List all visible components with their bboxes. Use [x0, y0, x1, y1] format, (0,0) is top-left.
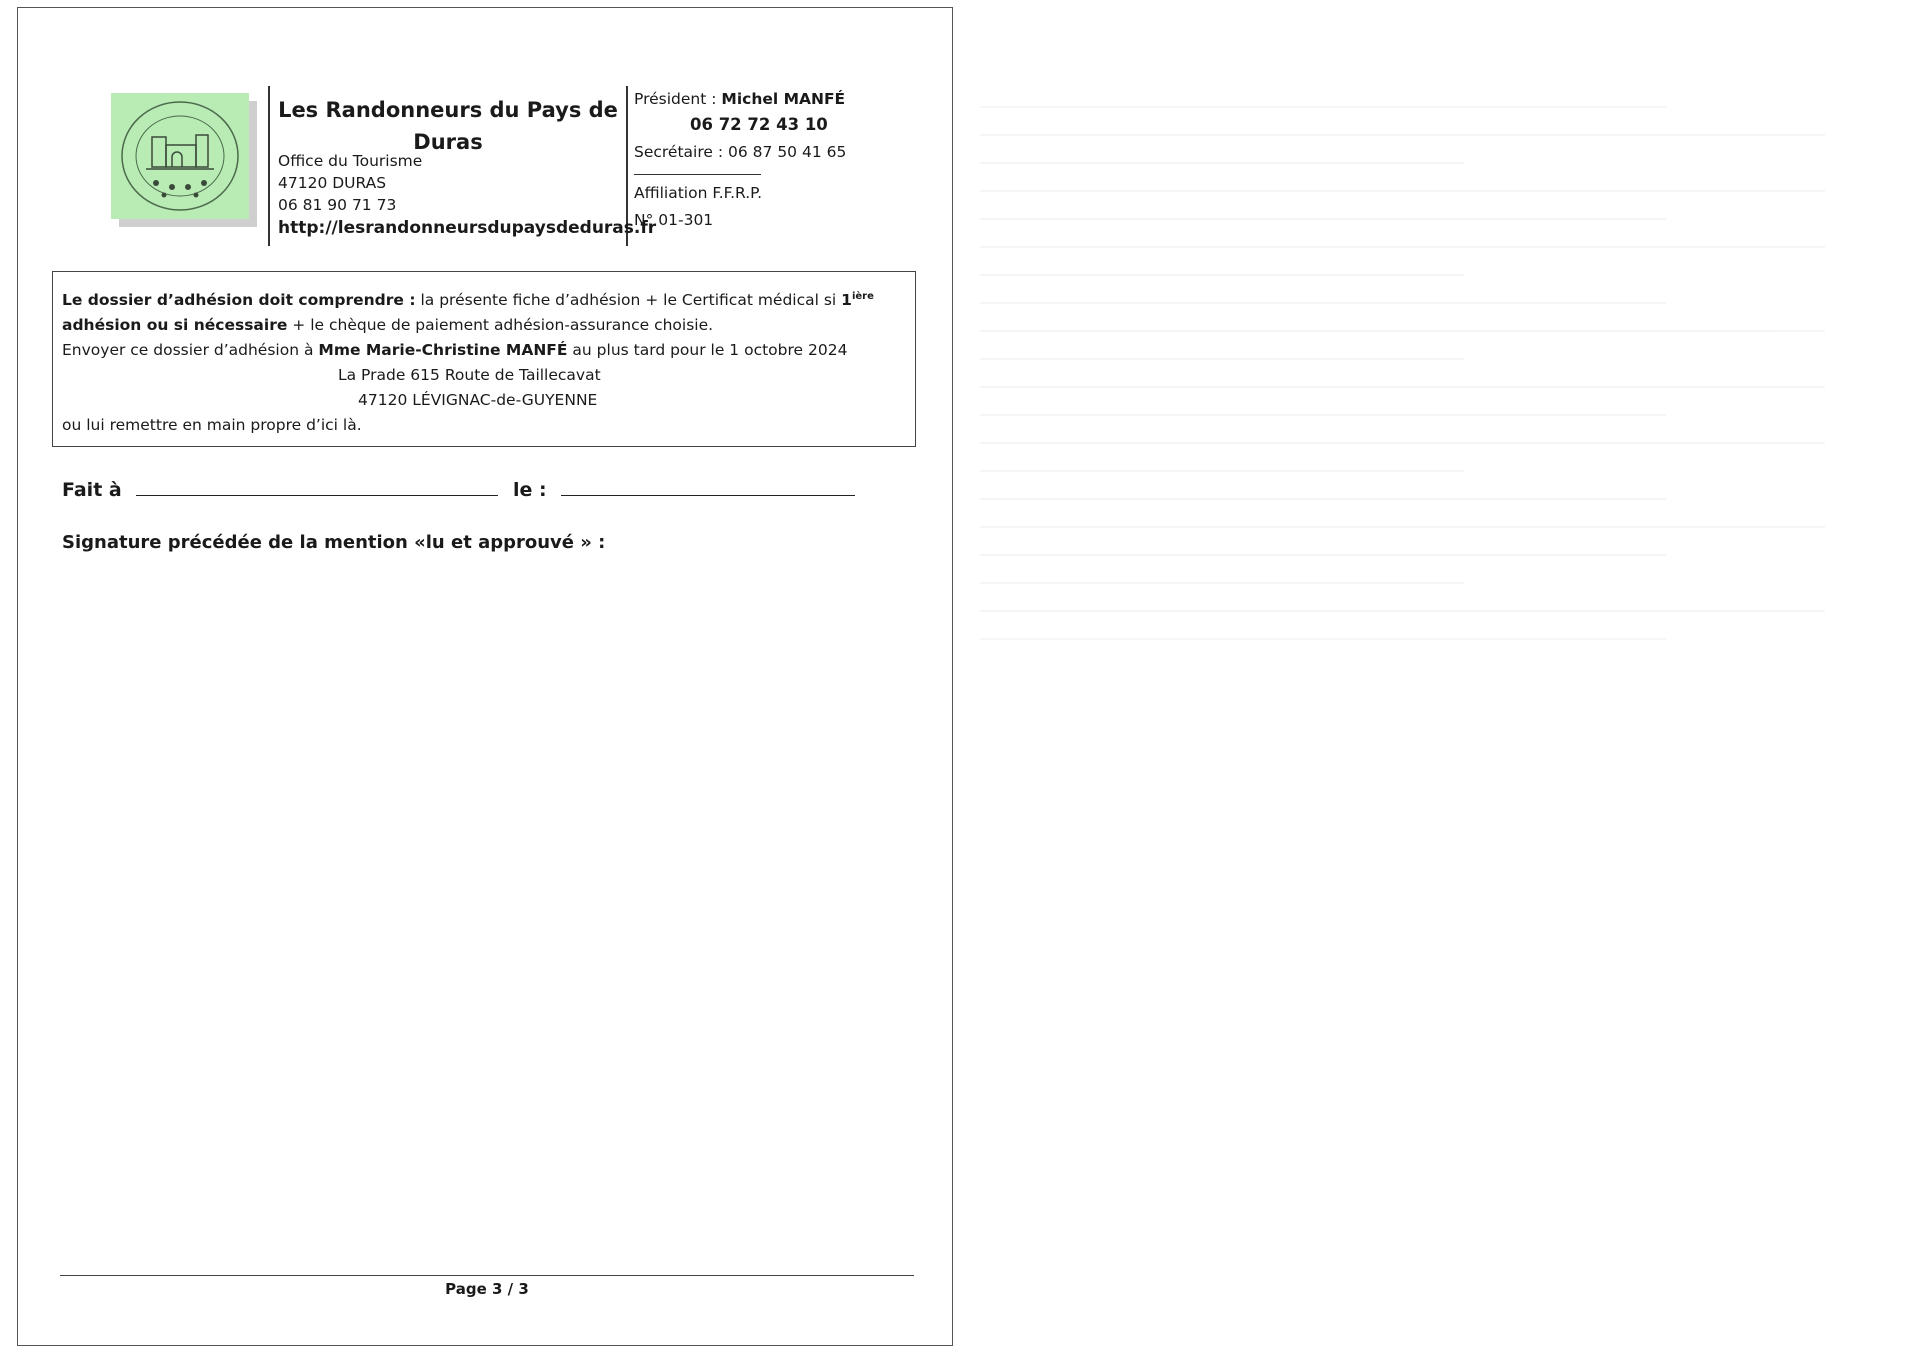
club-phone: 06 81 90 71 73 — [278, 196, 397, 214]
bleed-through-area — [980, 80, 1860, 1280]
club-address-line2: 47120 DURAS — [278, 174, 387, 192]
ghost-line — [980, 106, 1666, 108]
document-page — [17, 7, 953, 1346]
ghost-line — [980, 414, 1666, 416]
ghost-line — [980, 302, 1666, 304]
instructions-line2-text: + le chèque de paiement adhésion-assurance choisie. — [287, 316, 714, 335]
membership-instructions-box — [52, 271, 916, 447]
recipient-address1: La Prade 615 Route de Taillecavat — [338, 366, 601, 385]
fait-label: Fait à — [62, 479, 122, 501]
ghost-line — [980, 526, 1825, 528]
ghost-line — [980, 582, 1464, 584]
president-phone: 06 72 72 43 10 — [690, 115, 828, 134]
header-divider-left — [268, 86, 270, 246]
ghost-line — [980, 442, 1825, 444]
place-date-row — [62, 477, 855, 501]
ghost-line — [980, 610, 1825, 612]
ghost-line — [980, 274, 1464, 276]
recipient-name: Mme Marie-Christine MANFÉ — [318, 341, 568, 360]
ghost-line — [980, 246, 1825, 248]
ghost-line — [980, 134, 1825, 136]
ghost-line — [980, 190, 1825, 192]
secretary-label: Secrétaire : — [634, 143, 724, 161]
instructions-last-line: ou lui remettre en main propre d’ici là. — [62, 416, 362, 435]
club-address-line1: Office du Tourisme — [278, 152, 423, 170]
president-label: Président : — [634, 90, 717, 108]
president-name: Michel MANFÉ — [721, 90, 846, 108]
instructions-line2-bold: adhésion ou si nécessaire — [62, 316, 288, 335]
ghost-line — [980, 162, 1464, 164]
instructions-first: 1 — [841, 291, 852, 310]
instructions-line2 — [62, 313, 907, 338]
place-input-line[interactable] — [136, 477, 498, 496]
instructions-line3-a: Envoyer ce dossier d’adhésion à — [62, 341, 319, 360]
ghost-line — [980, 218, 1666, 220]
instructions-heading: Le dossier d’adhésion doit comprendre : — [62, 291, 416, 310]
instructions-text1: la présente fiche d’adhésion + le Certificat médical si — [415, 291, 842, 310]
club-name-line1: Les Randonneurs du Pays de — [278, 98, 618, 122]
ghost-line — [980, 470, 1464, 472]
ghost-line — [980, 358, 1464, 360]
castle-emblem-icon — [116, 97, 244, 215]
signature-label: Signature précédée de la mention «lu et approuvé » : — [62, 532, 606, 553]
instructions-line3 — [62, 338, 907, 363]
ghost-line — [980, 498, 1666, 500]
affiliation-number: N° 01-301 — [634, 211, 714, 229]
instructions-line1 — [62, 284, 907, 313]
date-label: le : — [512, 479, 547, 501]
recipient-address2: 47120 LÉVIGNAC-de-GUYENNE — [358, 391, 598, 410]
club-logo — [111, 93, 257, 227]
secretary-line — [634, 141, 846, 163]
instructions-first-sup: ière — [851, 291, 874, 302]
secretary-phone: 06 87 50 41 65 — [728, 143, 847, 161]
club-name-line2: Duras — [413, 130, 483, 154]
affiliation-label: Affiliation F.F.R.P. — [634, 184, 763, 202]
ghost-line — [980, 638, 1666, 640]
ghost-line — [980, 330, 1825, 332]
header-small-separator — [634, 174, 761, 175]
club-name — [276, 94, 620, 158]
ghost-line — [980, 554, 1666, 556]
club-website: http://lesrandonneursdupaysdeduras.fr — [278, 218, 657, 238]
logo-emblem — [111, 93, 249, 219]
president-line — [634, 88, 845, 110]
page-number: Page 3 / 3 — [445, 1280, 529, 1298]
ghost-line — [980, 386, 1825, 388]
instructions-line3-b: au plus tard pour le 1 octobre 2024 — [567, 341, 848, 360]
footer-rule — [60, 1275, 914, 1276]
date-input-line[interactable] — [561, 477, 855, 496]
